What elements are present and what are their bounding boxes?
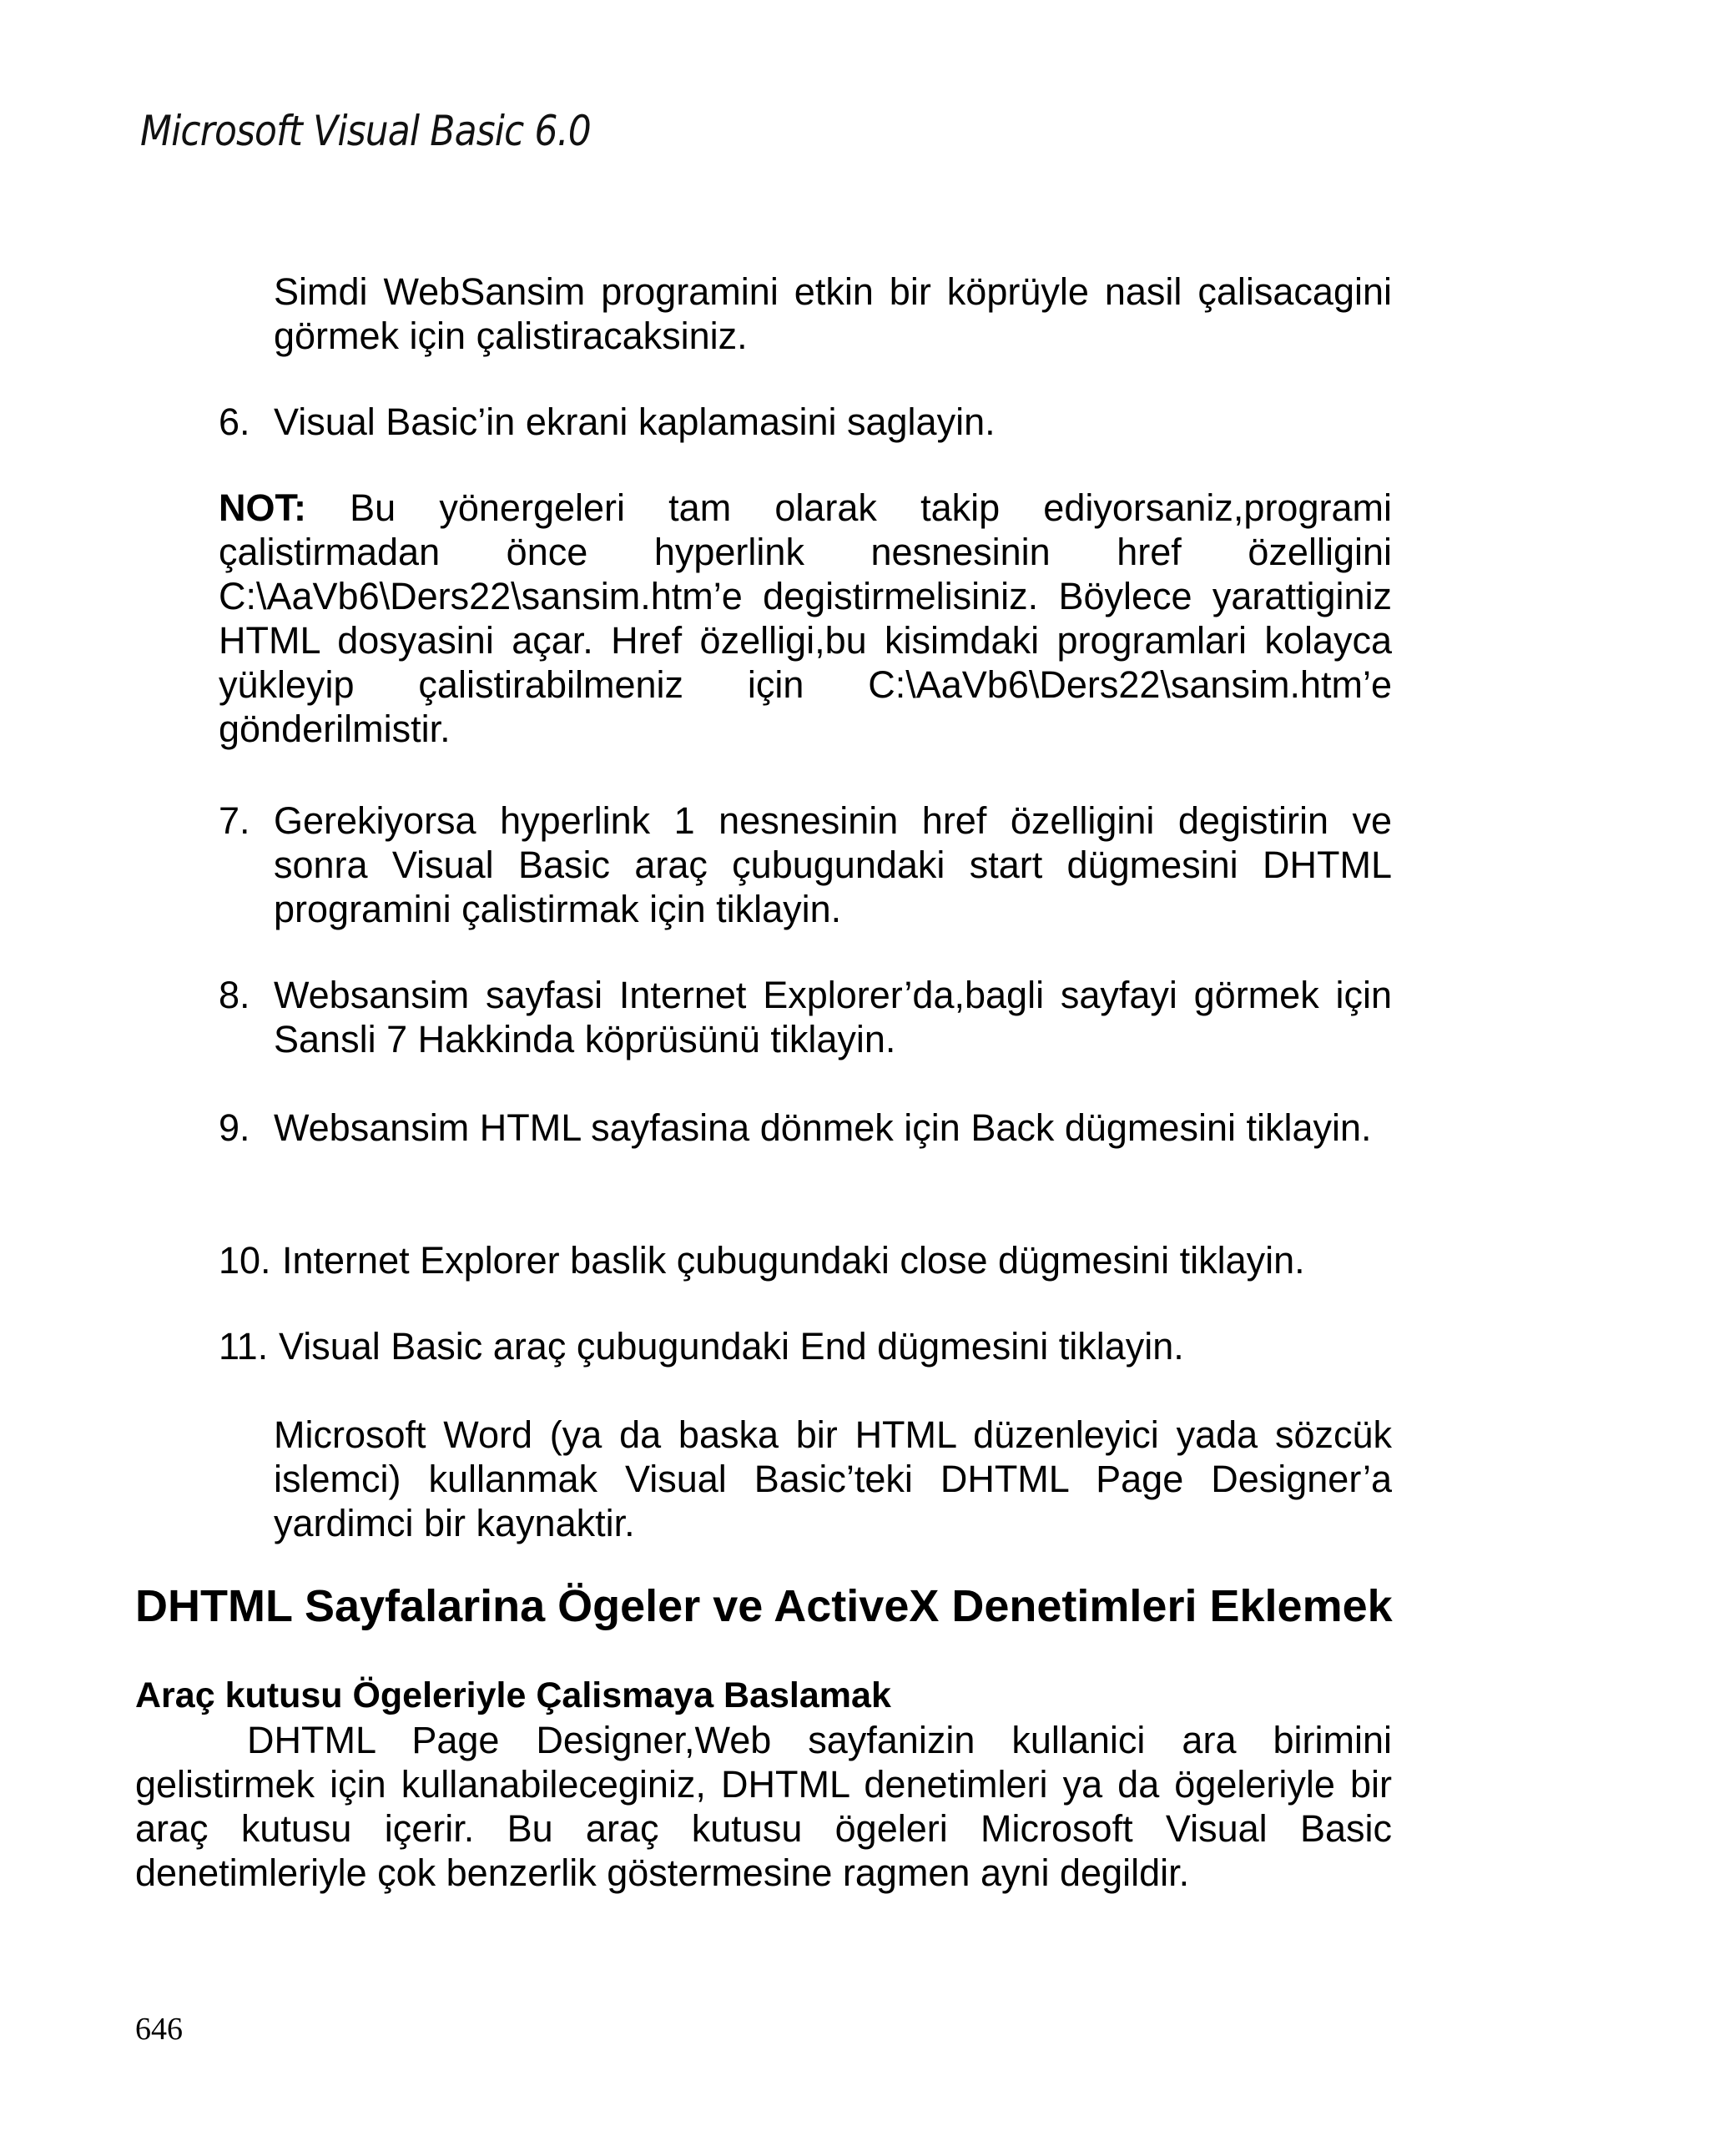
tip-paragraph: Microsoft Word (ya da baska bir HTML düzenleyici yada sözcük islemci) kullanmak Visual Basic’teki DHTML Page Designer’a yardimci bir kaynaktir. (274, 1413, 1392, 1544)
section-heading: DHTML Sayfalarina Ögeler ve ActiveX Denetimleri Eklemek (135, 1581, 1393, 1631)
running-header: Microsoft Visual Basic 6.0 (140, 107, 591, 155)
step-number: 7. (219, 799, 250, 842)
intro-paragraph: Simdi WebSansim programini etkin bir köprüyle nasil çalisacagini görmek için çalistiracaksiniz. (274, 270, 1392, 357)
step-number: 11. (219, 1325, 269, 1368)
section-body: DHTML Page Designer,Web sayfanizin kullanici ara birimini gelistirmek için kullanabileceginiz, DHTML denetimleri ya da ögeleriyle bir araç kutusu içerir. Bu araç kutusu ögeleri Microsoft Visual Basic denetimleriyle çok benzerlik göstermesine ragmen ayni degildir. (135, 1719, 1392, 1894)
note-paragraph (219, 486, 1392, 751)
note-label: NOT: (219, 486, 306, 529)
step-text: Gerekiyorsa hyperlink 1 nesnesinin href özelligini degistirin ve sonra Visual Basic araç çubugundaki start dügmesini DHTML programini çalistirmak için tiklayin. (274, 799, 1392, 930)
step-text: Websansim sayfasi Internet Explorer’da,bagli sayfayi görmek için Sansli 7 Hakkinda köprüsünü tiklayin. (274, 974, 1392, 1060)
step-text: Visual Basic’in ekrani kaplamasini saglayin. (274, 400, 996, 443)
step-text: Visual Basic araç çubugundaki End dügmesini tiklayin. (279, 1325, 1184, 1368)
step-number: 6. (219, 400, 250, 443)
section-subheading: Araç kutusu Ögeleriyle Çalismaya Baslamak (135, 1675, 891, 1715)
step-number: 9. (219, 1106, 250, 1149)
note-text: Bu yönergeleri tam olarak takip ediyorsaniz,programi çalistirmadan önce hyperlink nesnesinin href özelligini C:\AaVb6\Ders22\sansim.htm’e degistirmelisiniz. Böylece yarattiginiz HTML dosyasini açar. Href özelligi,bu kisimdaki programlari kolayca yükleyip çalistirabilmeniz için C:\AaVb6\Ders22\sansim.htm’e gönderilmistir. (219, 486, 1392, 750)
page-number: 646 (135, 2012, 183, 2047)
step-text: Internet Explorer baslik çubugundaki close dügmesini tiklayin. (282, 1239, 1305, 1282)
step-number: 8. (219, 974, 250, 1016)
step-number: 10. (219, 1239, 271, 1282)
step-text: Websansim HTML sayfasina dönmek için Back dügmesini tiklayin. (274, 1106, 1372, 1149)
